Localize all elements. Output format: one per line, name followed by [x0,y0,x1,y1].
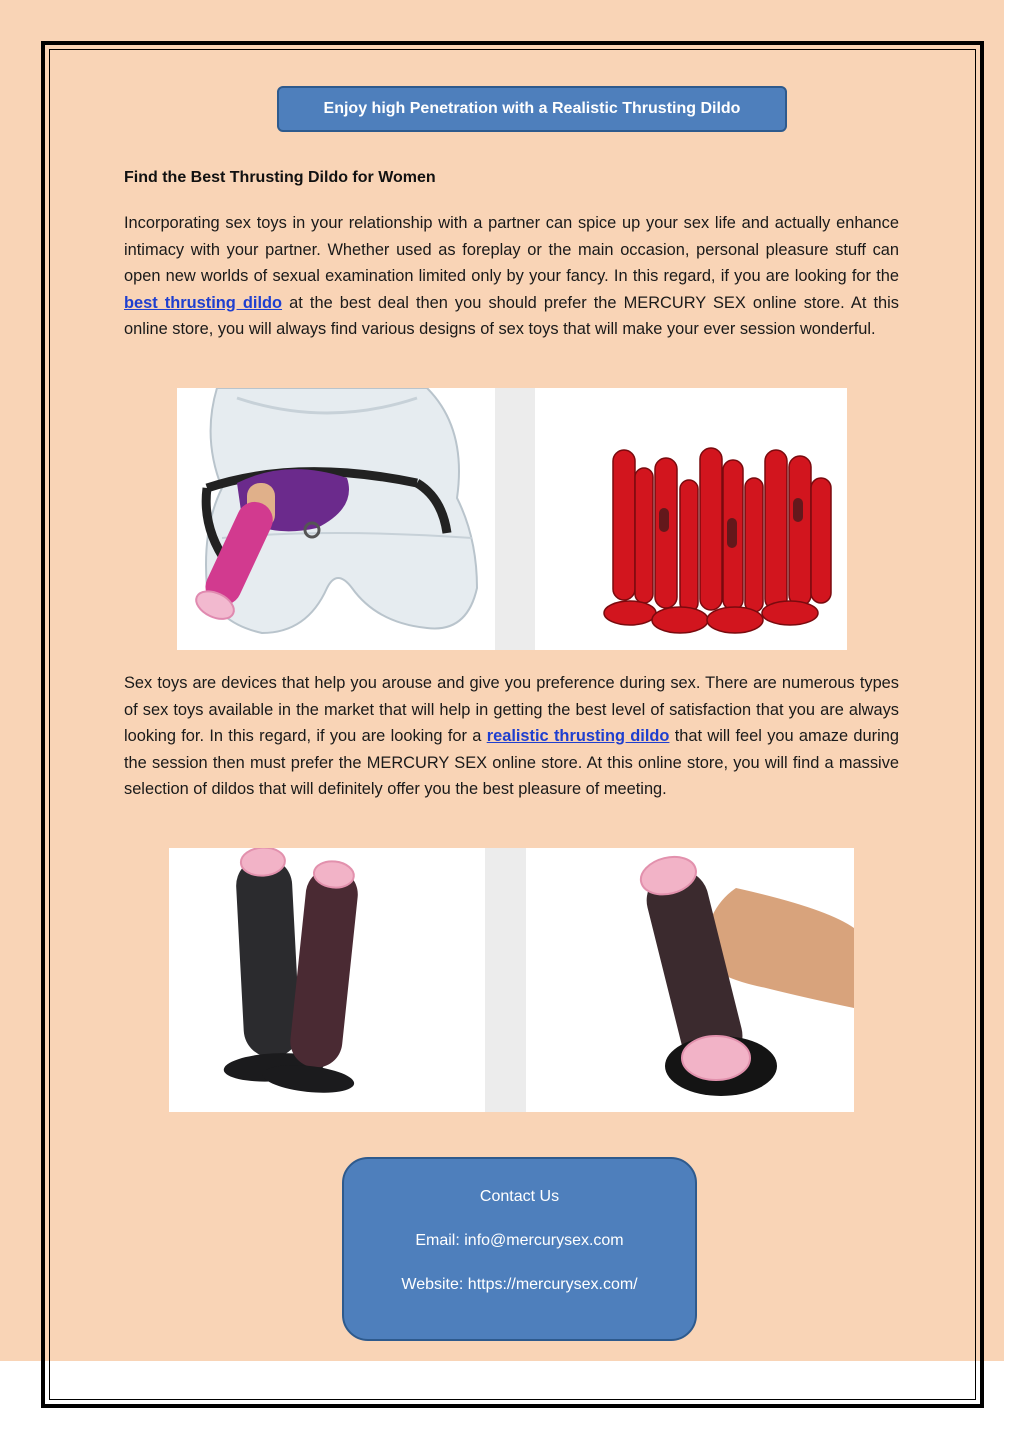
paragraph-intro-text-b: at the best deal then you should prefer the MERCURY SEX online store. At this online store, you will always find various designs of sex toys that will make your ever session wonderful. [124,293,899,338]
section-heading: Find the Best Thrusting Dildo for Women [124,169,436,186]
hand-held-dildo-photo [526,848,854,1112]
paragraph-details [124,670,899,803]
title-banner [277,86,787,132]
dark-dildo-pair-photo [169,848,485,1112]
photo-gap-2 [485,848,526,1112]
paragraph-intro [124,210,899,343]
contact-title: Contact Us [479,1188,560,1205]
paragraph-details-text-a: Sex toys are devices that help you arouse and give you preference during sex. There are numerous types of sex toys available in the market that will help in getting the best level of satisfaction that you are always looking for. In this regard, if you are looking for a [124,674,899,745]
contact-box [342,1157,697,1341]
paragraph-details-text-b: that will feel you amaze during the session then must prefer the MERCURY SEX online store. At this online store, you will find a massive selection of dildos that will definitely offer you the best pleasure of meeting. [124,727,899,798]
contact-email[interactable]: Email: info@mercurysex.com [415,1232,624,1249]
contact-website[interactable]: Website: https://mercurysex.com/ [401,1276,638,1293]
photo-gap-1 [495,388,535,650]
paragraph-intro-text-a: Incorporating sex toys in your relationship with a partner can spice up your sex life and actually enhance intimacy with your partner. Whether used as foreplay or the main occasion, personal pleasure stuff can open new worlds of sexual examination limited only by your fancy. In this regard, if you are looking for the [124,214,899,285]
best-thrusting-dildo-link[interactable]: best thrusting dildo [124,293,283,312]
realistic-thrusting-dildo-link[interactable]: realistic thrusting dildo [486,727,670,745]
strap-on-harness-photo [177,388,495,650]
banner-title: Enjoy high Penetration with a Realistic Thrusting Dildo [323,100,741,117]
red-dildo-collection-photo [535,388,847,650]
